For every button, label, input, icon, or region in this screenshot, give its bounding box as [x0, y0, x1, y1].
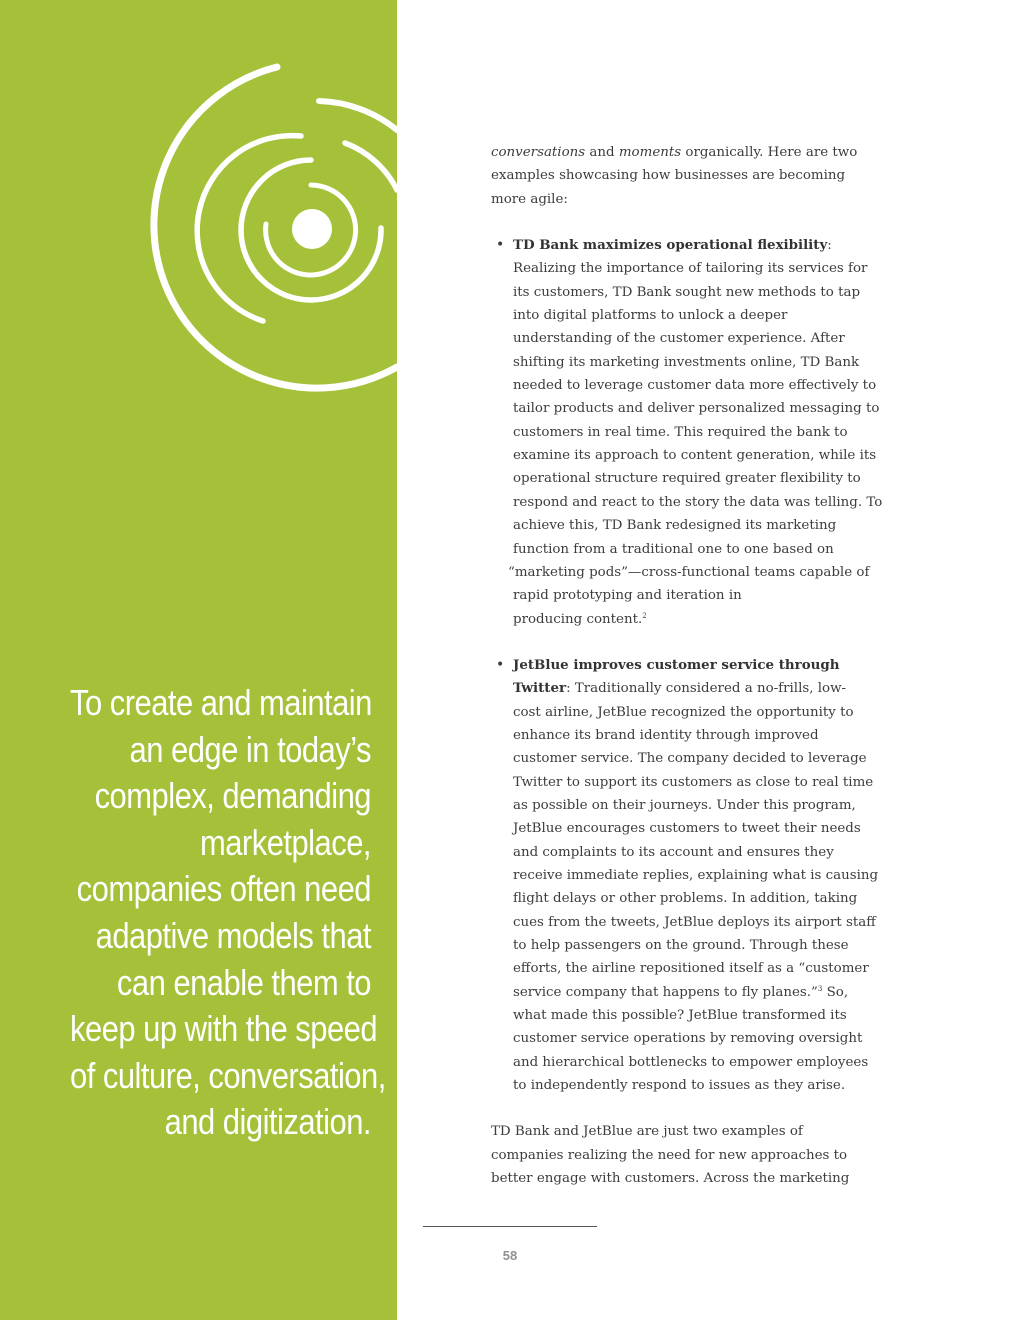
intro-italic-moments: moments — [618, 145, 682, 160]
jetblue-line: efforts, the airline repositioned itself as a “customer — [513, 961, 869, 977]
list-item-td-bank — [491, 234, 881, 631]
closing-line: better engage with customers. Across the marketing — [491, 1171, 850, 1187]
td-line: understanding of the customer experience. After — [513, 331, 845, 347]
jetblue-heading-twitter: Twitter — [513, 680, 567, 697]
jetblue-line: JetBlue encourages customers to tweet their needs — [513, 821, 861, 837]
jetblue-line: what made this possible? JetBlue transformed its — [513, 1008, 847, 1024]
jetblue-line: Twitter to support its customers as close to real time — [513, 774, 874, 790]
pull-quote-line: marketplace, — [199, 821, 371, 863]
td-line: into digital platforms to unlock a deeper — [513, 308, 788, 324]
jetblue-line: customer service. The company decided to leverage — [513, 751, 867, 767]
td-line: shifting its marketing investments online, TD Bank — [513, 354, 860, 370]
td-line: customers in real time. This required the bank to — [513, 424, 848, 440]
body-column — [491, 141, 881, 1190]
footnote-divider — [423, 1226, 597, 1227]
td-line: “marketing pods”—cross-functional teams capable of — [508, 564, 870, 580]
td-heading-line — [513, 234, 881, 257]
td-line: respond and react to the story the data was telling. To — [513, 494, 883, 510]
jetblue-line: customer service operations by removing oversight — [513, 1031, 863, 1047]
jetblue-line: and hierarchical bottlenecks to empower employees — [513, 1054, 869, 1070]
list-item-jetblue — [491, 654, 881, 1098]
bullet-icon: • — [496, 656, 505, 673]
green-sidebar-panel — [0, 0, 397, 1320]
intro-italic-conversations: conversations — [491, 145, 586, 160]
intro-paragraph — [491, 141, 881, 211]
third-arc-right — [345, 143, 397, 190]
td-line: rapid prototyping and iteration in — [513, 588, 742, 604]
jetblue-line: and complaints to its account and ensures they — [513, 844, 834, 860]
jetblue-line: to help passengers on the ground. Through these — [513, 938, 849, 953]
td-line: function from a traditional one to one based on — [513, 541, 834, 557]
jetblue-line — [513, 677, 881, 700]
td-last-text: producing content. — [513, 611, 643, 627]
jetblue-line: enhance its brand identity through improved — [513, 727, 819, 743]
pull-quote-line: complex, demanding — [94, 775, 371, 817]
second-arc — [319, 101, 397, 130]
pull-quote-line: companies often need — [76, 868, 372, 910]
closing-line: TD Bank and JetBlue are just two examples of — [491, 1124, 803, 1140]
jetblue-heading: JetBlue improves customer service through — [513, 656, 840, 673]
closing-paragraph — [491, 1120, 881, 1190]
jetblue-line — [513, 981, 881, 1004]
td-heading: TD Bank maximizes operational flexibility — [513, 237, 828, 254]
jetblue-line: cues from the tweets, JetBlue deploys its airport staff — [513, 914, 876, 930]
td-line: examine its approach to content generation, while its — [513, 448, 877, 464]
td-line — [513, 608, 881, 631]
example-list — [491, 234, 881, 1097]
pull-quote-line: To create and maintain — [70, 682, 372, 723]
td-line: operational structure required greater flexibility to — [513, 471, 861, 487]
jetblue-line: cost airline, JetBlue recognized the opportunity to — [513, 704, 854, 720]
pull-quote-line: adaptive models that — [95, 914, 371, 956]
jetblue-line: as possible on their journeys. Under this program, — [513, 797, 856, 813]
jetblue-quote-end: So, — [822, 984, 849, 1000]
td-line: needed to leverage customer data more effectively to — [513, 378, 877, 394]
center-dot — [292, 209, 332, 249]
outer-arc — [154, 67, 397, 388]
bullet-icon: • — [496, 237, 505, 254]
pull-quote-line: of culture, conversation, — [70, 1054, 386, 1096]
td-line: its customers, TD Bank sought new methods to tap — [513, 284, 861, 300]
pull-quote-line: an edge in today’s — [129, 728, 371, 770]
concentric-arcs-icon — [0, 0, 397, 400]
jetblue-line: to independently respond to issues as they arise. — [513, 1078, 846, 1094]
footnote-marker: 3 — [817, 984, 823, 993]
jetblue-quote-text: service company that happens to fly planes.” — [513, 984, 818, 1000]
td-line: achieve this, TD Bank redesigned its marketing — [513, 518, 837, 534]
pull-quote-line: and digitization. — [164, 1101, 371, 1143]
intro-line: examples showcasing how businesses are becoming — [491, 168, 846, 184]
intro-line — [491, 141, 881, 164]
td-heading-colon: : — [827, 238, 832, 254]
pull-quote — [70, 680, 386, 1146]
pull-quote-line: can enable them to — [116, 961, 371, 1003]
page-number: 58 — [502, 1248, 518, 1263]
intro-line: more agile: — [491, 191, 568, 207]
intro-text: organically. Here are two — [681, 145, 858, 160]
closing-line: companies realizing the need for new approaches to — [491, 1147, 848, 1163]
intro-text: and — [585, 145, 619, 160]
footnote-marker: 2 — [642, 611, 647, 620]
jetblue-line: receive immediate replies, explaining what is causing — [513, 867, 879, 883]
jetblue-text: : Traditionally considered a no-frills, low- — [566, 681, 847, 697]
jetblue-line: flight delays or other problems. In addition, taking — [513, 891, 858, 907]
pull-quote-line: keep up with the speed — [70, 1008, 378, 1050]
td-line: Realizing the importance of tailoring its services for — [513, 261, 868, 277]
td-line: tailor products and deliver personalized messaging to — [513, 401, 880, 417]
